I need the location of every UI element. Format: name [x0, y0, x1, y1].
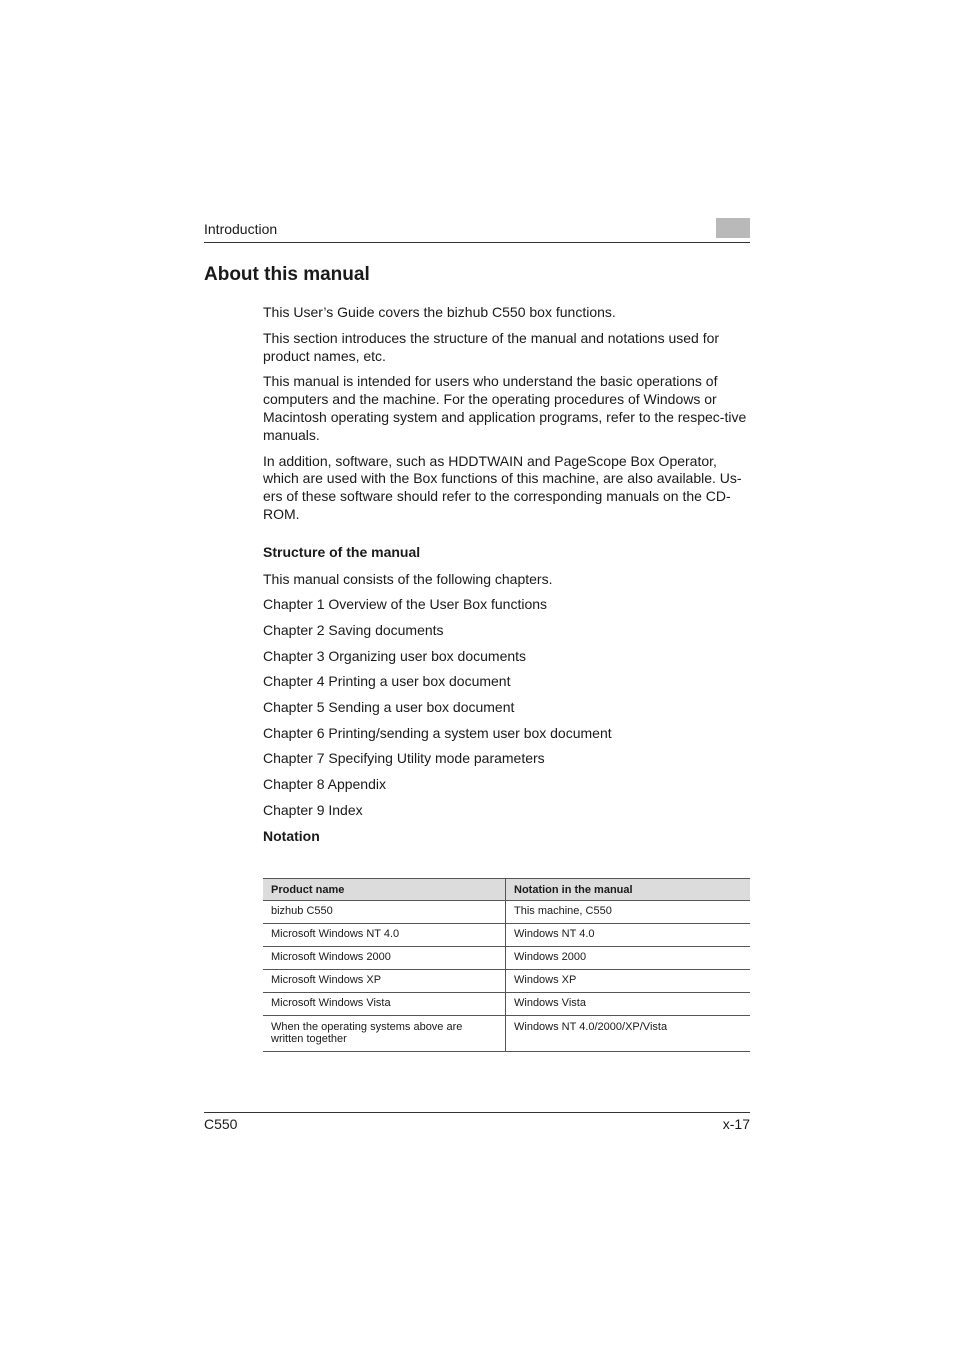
table-header-row: [263, 879, 750, 901]
footer-page-number: x-17: [722, 1116, 750, 1132]
table-row: [263, 1016, 750, 1052]
intro-paragraph-3: This manual is intended for users who understand the basic operations of computers and the machine. For the operating procedures of Windows or Macintosh operating system and application programs, refer to the respec-tive manuals.: [263, 373, 747, 443]
table-cell: bizhub C550: [263, 901, 506, 924]
chapter-item: Chapter 3 Organizing user box documents: [263, 647, 527, 664]
table-cell: Windows NT 4.0/2000/XP/Vista: [506, 1016, 751, 1052]
chapter-item: Chapter 5 Sending a user box document: [263, 699, 515, 715]
page-header: [204, 218, 750, 243]
column-header-notation: Notation in the manual: [506, 879, 751, 901]
chapter-item: Chapter 8 Appendix: [263, 776, 386, 793]
page-title: About this manual: [204, 264, 370, 285]
table-cell: Windows NT 4.0: [506, 924, 751, 947]
intro-paragraph-4: In addition, software, such as HDDTWAIN and PageScope Box Operator, which are used with the Box functions of this machine, are also available. Us-ers of these software should refer to the corresponding manuals on the CD-ROM.: [263, 452, 742, 522]
table-cell: Windows Vista: [506, 993, 751, 1016]
chapter-list: [263, 571, 751, 828]
notation-table: [263, 878, 750, 1052]
table-cell: This machine, C550: [506, 901, 751, 924]
main-content: [263, 304, 751, 846]
table-cell: Windows 2000: [506, 947, 751, 970]
chapter-list-lead: This manual consists of the following chapters.: [263, 570, 553, 587]
chapter-item: Chapter 4 Printing a user box document: [263, 673, 511, 690]
table-cell: Microsoft Windows XP: [263, 970, 506, 993]
table-row: [263, 947, 750, 970]
intro-paragraph-1: This User’s Guide covers the bizhub C550 box functions.: [263, 304, 616, 320]
table-row: [263, 993, 750, 1016]
chapter-item: Chapter 1 Overview of the User Box functions: [263, 596, 548, 613]
table-row: [263, 901, 750, 924]
table-row: [263, 924, 750, 947]
footer-model: C550: [204, 1116, 238, 1132]
table-cell: Windows XP: [506, 970, 751, 993]
table-cell: When the operating systems above are written together: [263, 1016, 506, 1052]
structure-heading: Structure of the manual: [263, 543, 421, 560]
chapter-tab-marker: [716, 218, 750, 238]
intro-paragraph-2: This section introduces the structure of the manual and notations used for product names, etc.: [263, 329, 720, 364]
chapter-item: Chapter 6 Printing/sending a system user box document: [263, 724, 612, 741]
chapter-item: Chapter 7 Specifying Utility mode parameters: [263, 750, 545, 767]
table-row: [263, 970, 750, 993]
chapter-item: Chapter 9 Index: [263, 801, 363, 818]
table-cell: Microsoft Windows Vista: [263, 993, 506, 1016]
column-header-product-name: Product name: [263, 879, 506, 901]
table-cell: Microsoft Windows 2000: [263, 947, 506, 970]
table-cell: Microsoft Windows NT 4.0: [263, 924, 506, 947]
chapter-item: Chapter 2 Saving documents: [263, 621, 444, 638]
header-section-title: Introduction: [204, 221, 278, 237]
page-footer: [204, 1112, 750, 1132]
notation-heading: Notation: [263, 828, 320, 845]
